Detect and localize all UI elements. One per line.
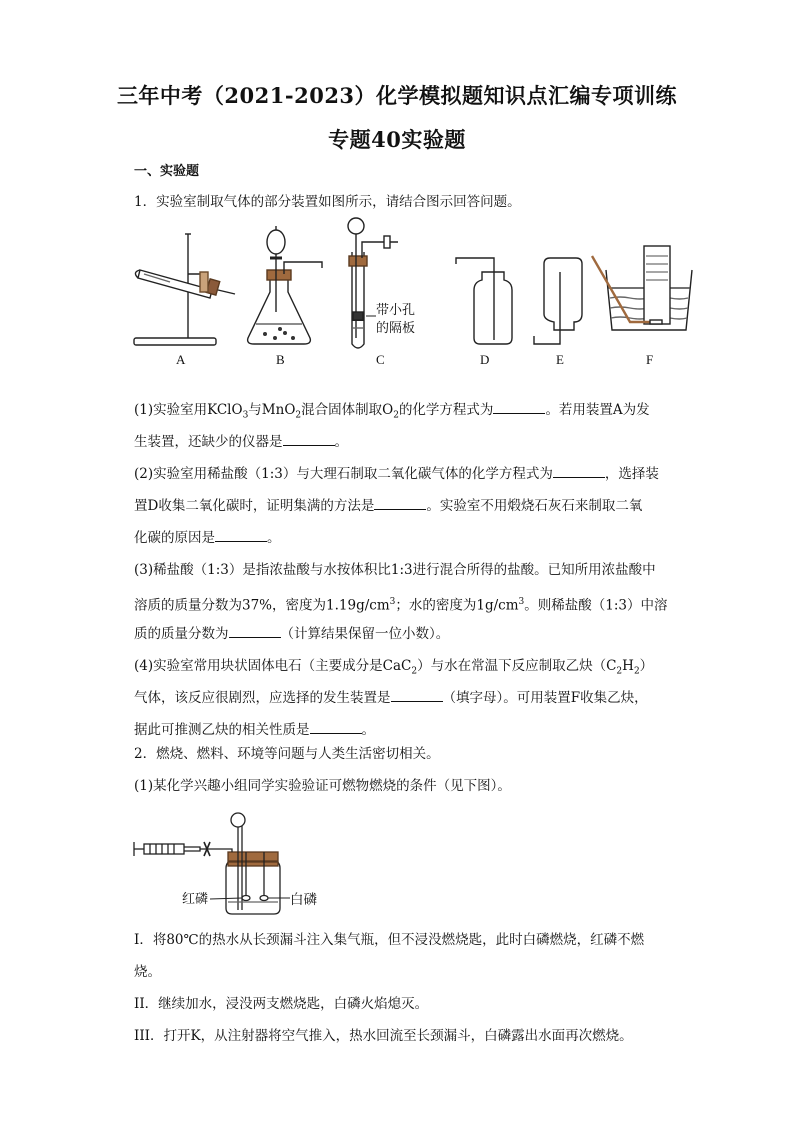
- answer-blank[interactable]: [229, 625, 281, 638]
- label-c: C: [376, 352, 385, 367]
- partition-label-1: 带小孔: [376, 302, 416, 317]
- apparatus-e-drawing: [534, 258, 582, 344]
- answer-blank[interactable]: [493, 401, 545, 414]
- label-f: F: [646, 352, 654, 367]
- q1-part4-line3: 据此可推测乙炔的相关性质是 。: [134, 722, 375, 738]
- document-subtitle: 专题40实验题: [328, 127, 466, 152]
- answer-blank[interactable]: [283, 433, 335, 446]
- apparatus-a-drawing: [134, 234, 235, 345]
- answer-blank[interactable]: [553, 465, 605, 478]
- label-white-phosphorus: 白磷: [290, 892, 317, 908]
- answer-blank[interactable]: [215, 529, 267, 542]
- q2-step3: III．打开K，从注射器将空气推入，热水回流至长颈漏斗，白磷露出水面再次燃烧。: [134, 1028, 633, 1044]
- section-heading: 一、实验题: [134, 164, 200, 179]
- label-a: A: [176, 352, 186, 367]
- apparatus-figure: [130, 212, 700, 372]
- label-red-phosphorus: 红磷: [182, 891, 209, 906]
- q2-step2: II．继续加水，浸没两支燃烧匙，白磷火焰熄灭。: [134, 996, 429, 1012]
- combustion-figure: [130, 812, 300, 918]
- label-e: E: [556, 352, 564, 367]
- q2-step1-line2: 烧。: [134, 964, 161, 980]
- q2-step1-line1: I．将80℃的热水从长颈漏斗注入集气瓶，但不浸没燃烧匙，此时白磷燃烧，红磷不燃: [134, 932, 645, 948]
- partition-label-2: 的隔板: [376, 320, 416, 335]
- q1-stem: 1．实验室制取气体的部分装置如图所示，请结合图示回答问题。: [134, 194, 521, 210]
- q1-part3-line1: (3)稀盐酸（1:3）是指浓盐酸与水按体积比1:3进行混合所得的盐酸。已知所用浓盐酸中: [134, 562, 656, 578]
- q1-part2-line3: 化碳的原因是 。: [134, 530, 281, 546]
- answer-blank[interactable]: [391, 689, 443, 702]
- answer-blank[interactable]: [310, 721, 362, 734]
- q1-part2-line1: (2)实验室用稀盐酸（1:3）与大理石制取二氧化碳气体的化学方程式为 ，选择装: [134, 466, 659, 482]
- q1-part4-line1: (4)实验室常用块状固体电石（主要成分是CaC$_2$）与水在常温下反应制取乙炔$(C_2H_2)$: [134, 658, 654, 677]
- apparatus-b-drawing: [248, 226, 322, 344]
- q1-part4-line2: 气体，该反应很剧烈，应选择的发生装置是 （填字母）。可用装置F收集乙炔，: [134, 690, 648, 706]
- answer-blank[interactable]: [374, 497, 426, 510]
- q2-stem: 2．燃烧、燃料、环境等问题与人类生活密切相关。: [134, 746, 440, 762]
- q1-part3-line2: 溶质的质量分数为37%，密度为$1.19g/cm^3$；水的密度为$1g/cm^3$。则稀盐酸（1:3）中溶: [134, 597, 668, 614]
- q1-part3-line3: 质的质量分数为 （计算结果保留一位小数）。: [134, 626, 450, 642]
- label-d: D: [480, 352, 490, 367]
- apparatus-d-drawing: [456, 258, 512, 344]
- apparatus-f-drawing: [592, 246, 692, 330]
- label-b: B: [276, 352, 285, 367]
- q1-part1-line2: 生装置，还缺少的仪器是 。: [134, 434, 348, 450]
- q2-part1: (1)某化学兴趣小组同学实验验证可燃物燃烧的条件（见下图）。: [134, 778, 511, 794]
- q1-part2-line2: 置D收集二氧化碳时，证明集满的方法是 。实验室不用煅烧石灰石来制取二氧: [134, 498, 643, 514]
- q1-part1-line1: (1)实验室用KClO$_3$与MnO$_2$混合固体制取$O_2$的化学方程式为 。若用装置A为发: [134, 402, 650, 421]
- document-title: 三年中考（2021-2023）化学模拟题知识点汇编专项训练: [116, 83, 678, 108]
